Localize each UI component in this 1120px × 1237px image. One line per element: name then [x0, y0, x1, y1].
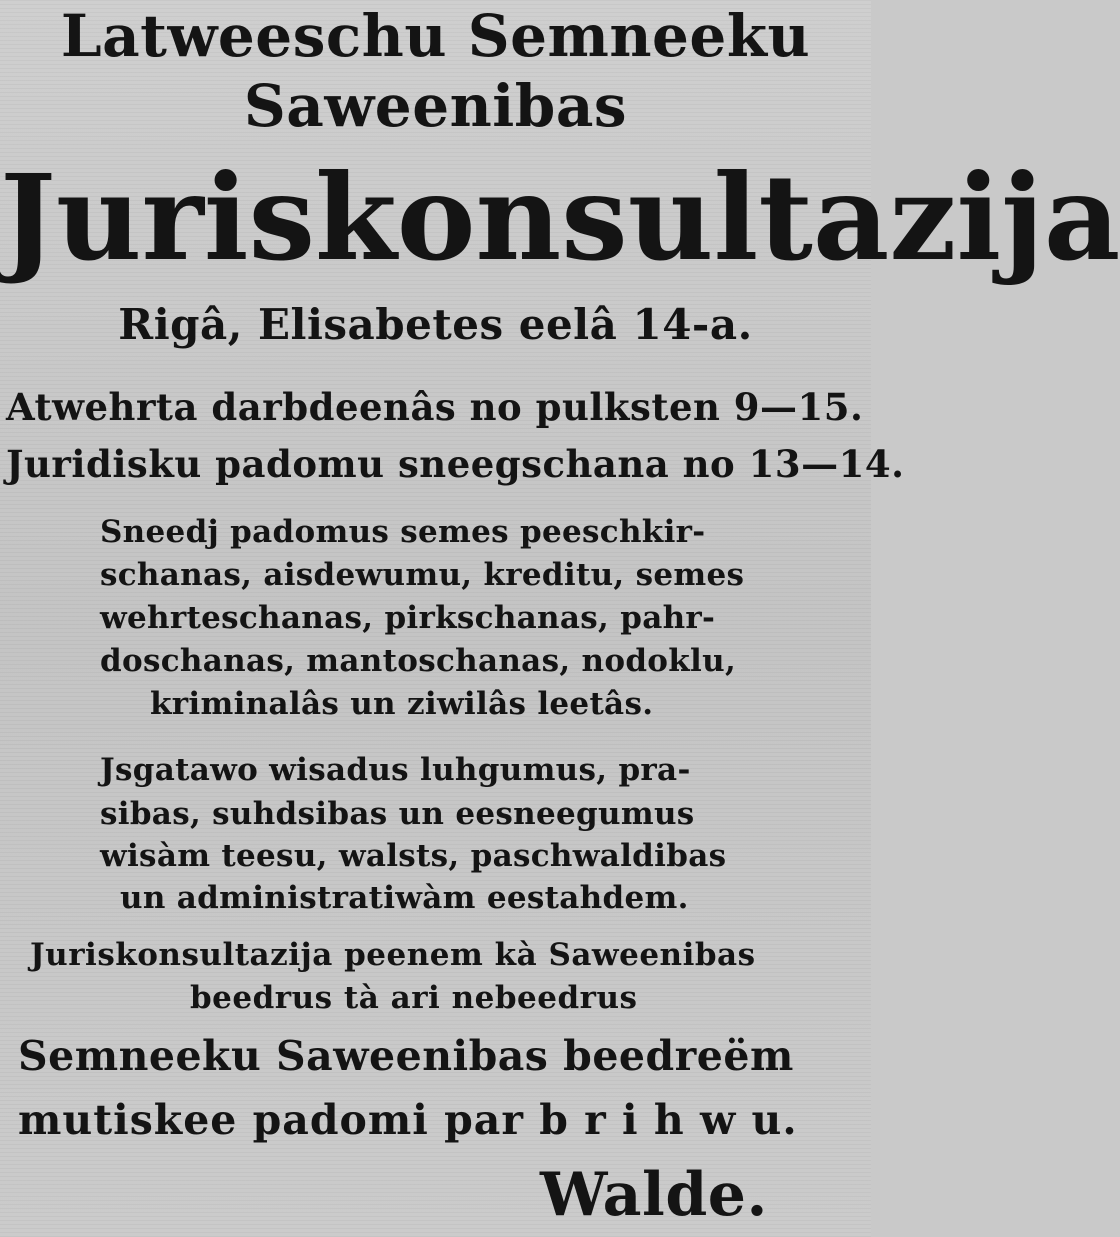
main-heading: Juriskonsultazija — [0, 148, 1120, 287]
body-line: Jsgatawo wisadus luhgumus, pra- — [100, 752, 691, 788]
body-line: un administratiwàm eestahdem. — [120, 880, 689, 916]
body-line: sibas, suhdsibas un eesneegumus — [100, 796, 695, 832]
org-name-line2: Saweenibas — [243, 72, 628, 140]
body-line: Sneedj padomus semes peeschkir- — [100, 514, 706, 550]
body-line: schanas, aisdewumu, kreditu, semes — [100, 557, 745, 593]
body-line: kriminalâs un ziwilâs leetâs. — [150, 686, 654, 722]
emphasis-line: mutiskee padomi par b r i h w u. — [18, 1096, 798, 1144]
address: Rigâ, Elisabetes eelâ 14-a. — [118, 300, 753, 349]
note-line: Juriskonsultazija peenem kà Saweenibas — [30, 937, 756, 973]
body-line: wehrteschanas, pirkschanas, pahr- — [100, 600, 716, 636]
note-line: beedrus tà ari nebeedrus — [190, 980, 638, 1016]
advice-hours: Juridisku padomu sneegschana no 13—14. — [6, 442, 905, 486]
body-line: wisàm teesu, walsts, paschwaldibas — [100, 838, 727, 874]
org-name-line1: Latweeschu Semneeku — [60, 2, 811, 70]
signature: Walde. — [540, 1160, 768, 1230]
opening-hours: Atwehrta darbdeenâs no pulksten 9—15. — [6, 385, 864, 429]
body-line: doschanas, mantoschanas, nodoklu, — [100, 643, 737, 679]
emphasis-line: Semneeku Saweenibas beedreëm — [18, 1032, 794, 1080]
